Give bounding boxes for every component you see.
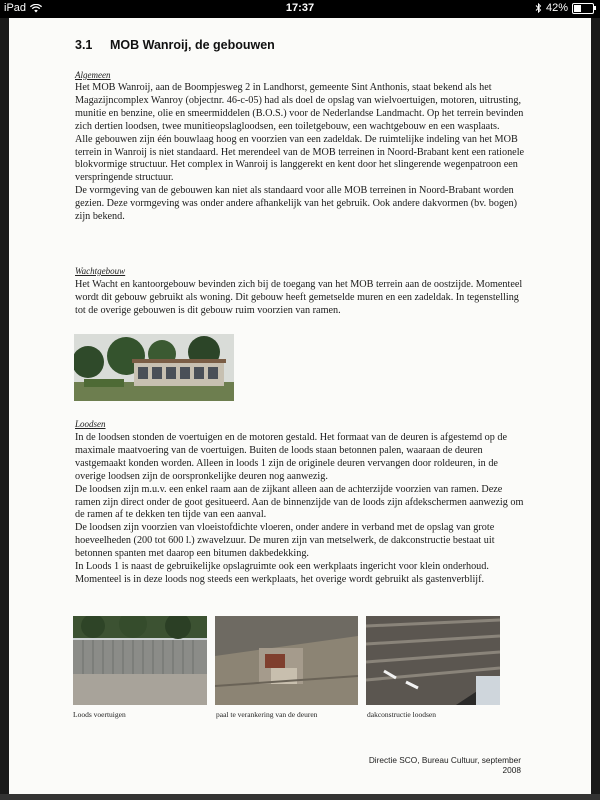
document-page <box>9 18 591 794</box>
section-wachtgebouw-text <box>75 279 525 318</box>
section-loodsen-text <box>75 432 525 587</box>
paal-verankering-photo <box>215 616 358 705</box>
caption-loods-voertuigen: Loods voertuigen <box>73 710 126 719</box>
paragraph: In Loods 1 is naast de gebruikelijke opslagruimte ook een werkplaats ingericht voor klein onderhoud. Momenteel is in deze loods nog steeds een werkplaats, het overige wordt gebruikt als gastenverblijf. <box>75 561 489 585</box>
subheading-algemeen: Algemeen <box>75 70 111 80</box>
section-number: 3.1 <box>75 38 93 52</box>
subheading-loodsen: Loodsen <box>75 419 106 429</box>
device-name: iPad <box>4 2 27 14</box>
section-title <box>75 38 275 52</box>
dakconstructie-photo <box>366 616 500 705</box>
caption-dakconstructie: dakconstructie loodsen <box>367 710 436 719</box>
paragraph: De vormgeving van de gebouwen kan niet als standaard voor alle MOB terreinen in Noord-Brabant worden gezien. Deze vormgeving was onder andere afhankelijk van het gebruik. Ook andere dakvormen (bv. bogen) zijn bekend. <box>75 185 518 223</box>
loods-voertuigen-photo <box>73 616 207 705</box>
battery-icon <box>572 3 594 14</box>
paragraph: Alle gebouwen zijn één bouwlaag hoog en voorzien van een zadeldak. De ruimtelijke indeling van het MOB terrein in Wanroij is niet standaard. Het merendeel van de MOB terreinen in Noord-Brabant kent een rationele blokvormige structuur. Het complex in Wanroij is langgerekt en kent door het slingerende wegenpatroon een verspringende structuur. <box>75 133 525 184</box>
paragraph: Het MOB Wanroij, aan de Boompjesweg 2 in Landhorst, gemeente Sint Anthonis, staat bekend als het Magazijncomplex Wanroy (objectnr. 46-c-05) had als doel de opslag van wielvoertuigen, motoren, uitrusting, munitie en benzine, olie en smeermiddelen (B.O.S.) voor de Nederlandse Landmacht. Op het terrein bevinden zich dertien loodsen, twee munitieopslagloodsen, een toiletgebouw, een wachtgebouw en een wasplaats. <box>75 82 524 132</box>
section-algemeen-text <box>75 82 525 224</box>
paragraph: De loodsen zijn m.u.v. een enkel raam aan de zijkant alleen aan de achterzijde voorzien van ramen. Deze ramen zijn direct onder de goot gesitueerd. Aan de binnenzijde van de loods zijn afdekschermen aanwezig om de ramen af te dekken ten tijde van een aanval. <box>75 483 524 521</box>
wachtgebouw-photo <box>74 334 234 401</box>
battery-percentage: 42% <box>545 2 568 14</box>
paragraph: De loodsen zijn voorzien van vloeistofdichte vloeren, onder andere in verband met de opslag van grote hoeveelheden (200 tot 600 l.) zwavelzuur. De muren zijn van metselwerk, de dakconstructie bestaat uit betonnen spanten met daarop een bitumen dakbedekking. <box>75 522 495 560</box>
bluetooth-icon <box>535 3 542 13</box>
bottom-edge <box>0 794 600 800</box>
caption-paal: paal te verankering van de deuren <box>216 710 318 719</box>
clock: 17:37 <box>285 2 315 14</box>
status-bar <box>0 0 600 18</box>
battery-fill <box>574 5 581 12</box>
section-title-text: MOB Wanroij, de gebouwen <box>110 38 275 52</box>
subheading-wachtgebouw: Wachtgebouw <box>75 266 126 276</box>
paragraph: Het Wacht en kantoorgebouw bevinden zich bij de toegang van het MOB terrein aan de oostzijde. Momenteel wordt dit gebouw gebruikt als woning. Dit gebouw heeft gemetselde muren en een zadeldak. In tegenstelling tot de overige gebouwen is dit gebouw ruim voorzien van ramen. <box>75 279 523 316</box>
paragraph: In de loodsen stonden de voertuigen en de motoren gestald. Het formaat van de deuren is afgestemd op de maximale maatvoering van de voertuigen. Buiten de loods staan betonnen palen, waaraan de deuren vastgemaakt konden worden. Alleen in loods 1 zijn de originele deuren vervangen door roldeuren, in de overige loodsen zijn de oorspronkelijke deuren nog aanwezig. <box>75 432 507 482</box>
page-footer: Directie SCO, Bureau Cultuur, september 2008 <box>368 755 521 775</box>
